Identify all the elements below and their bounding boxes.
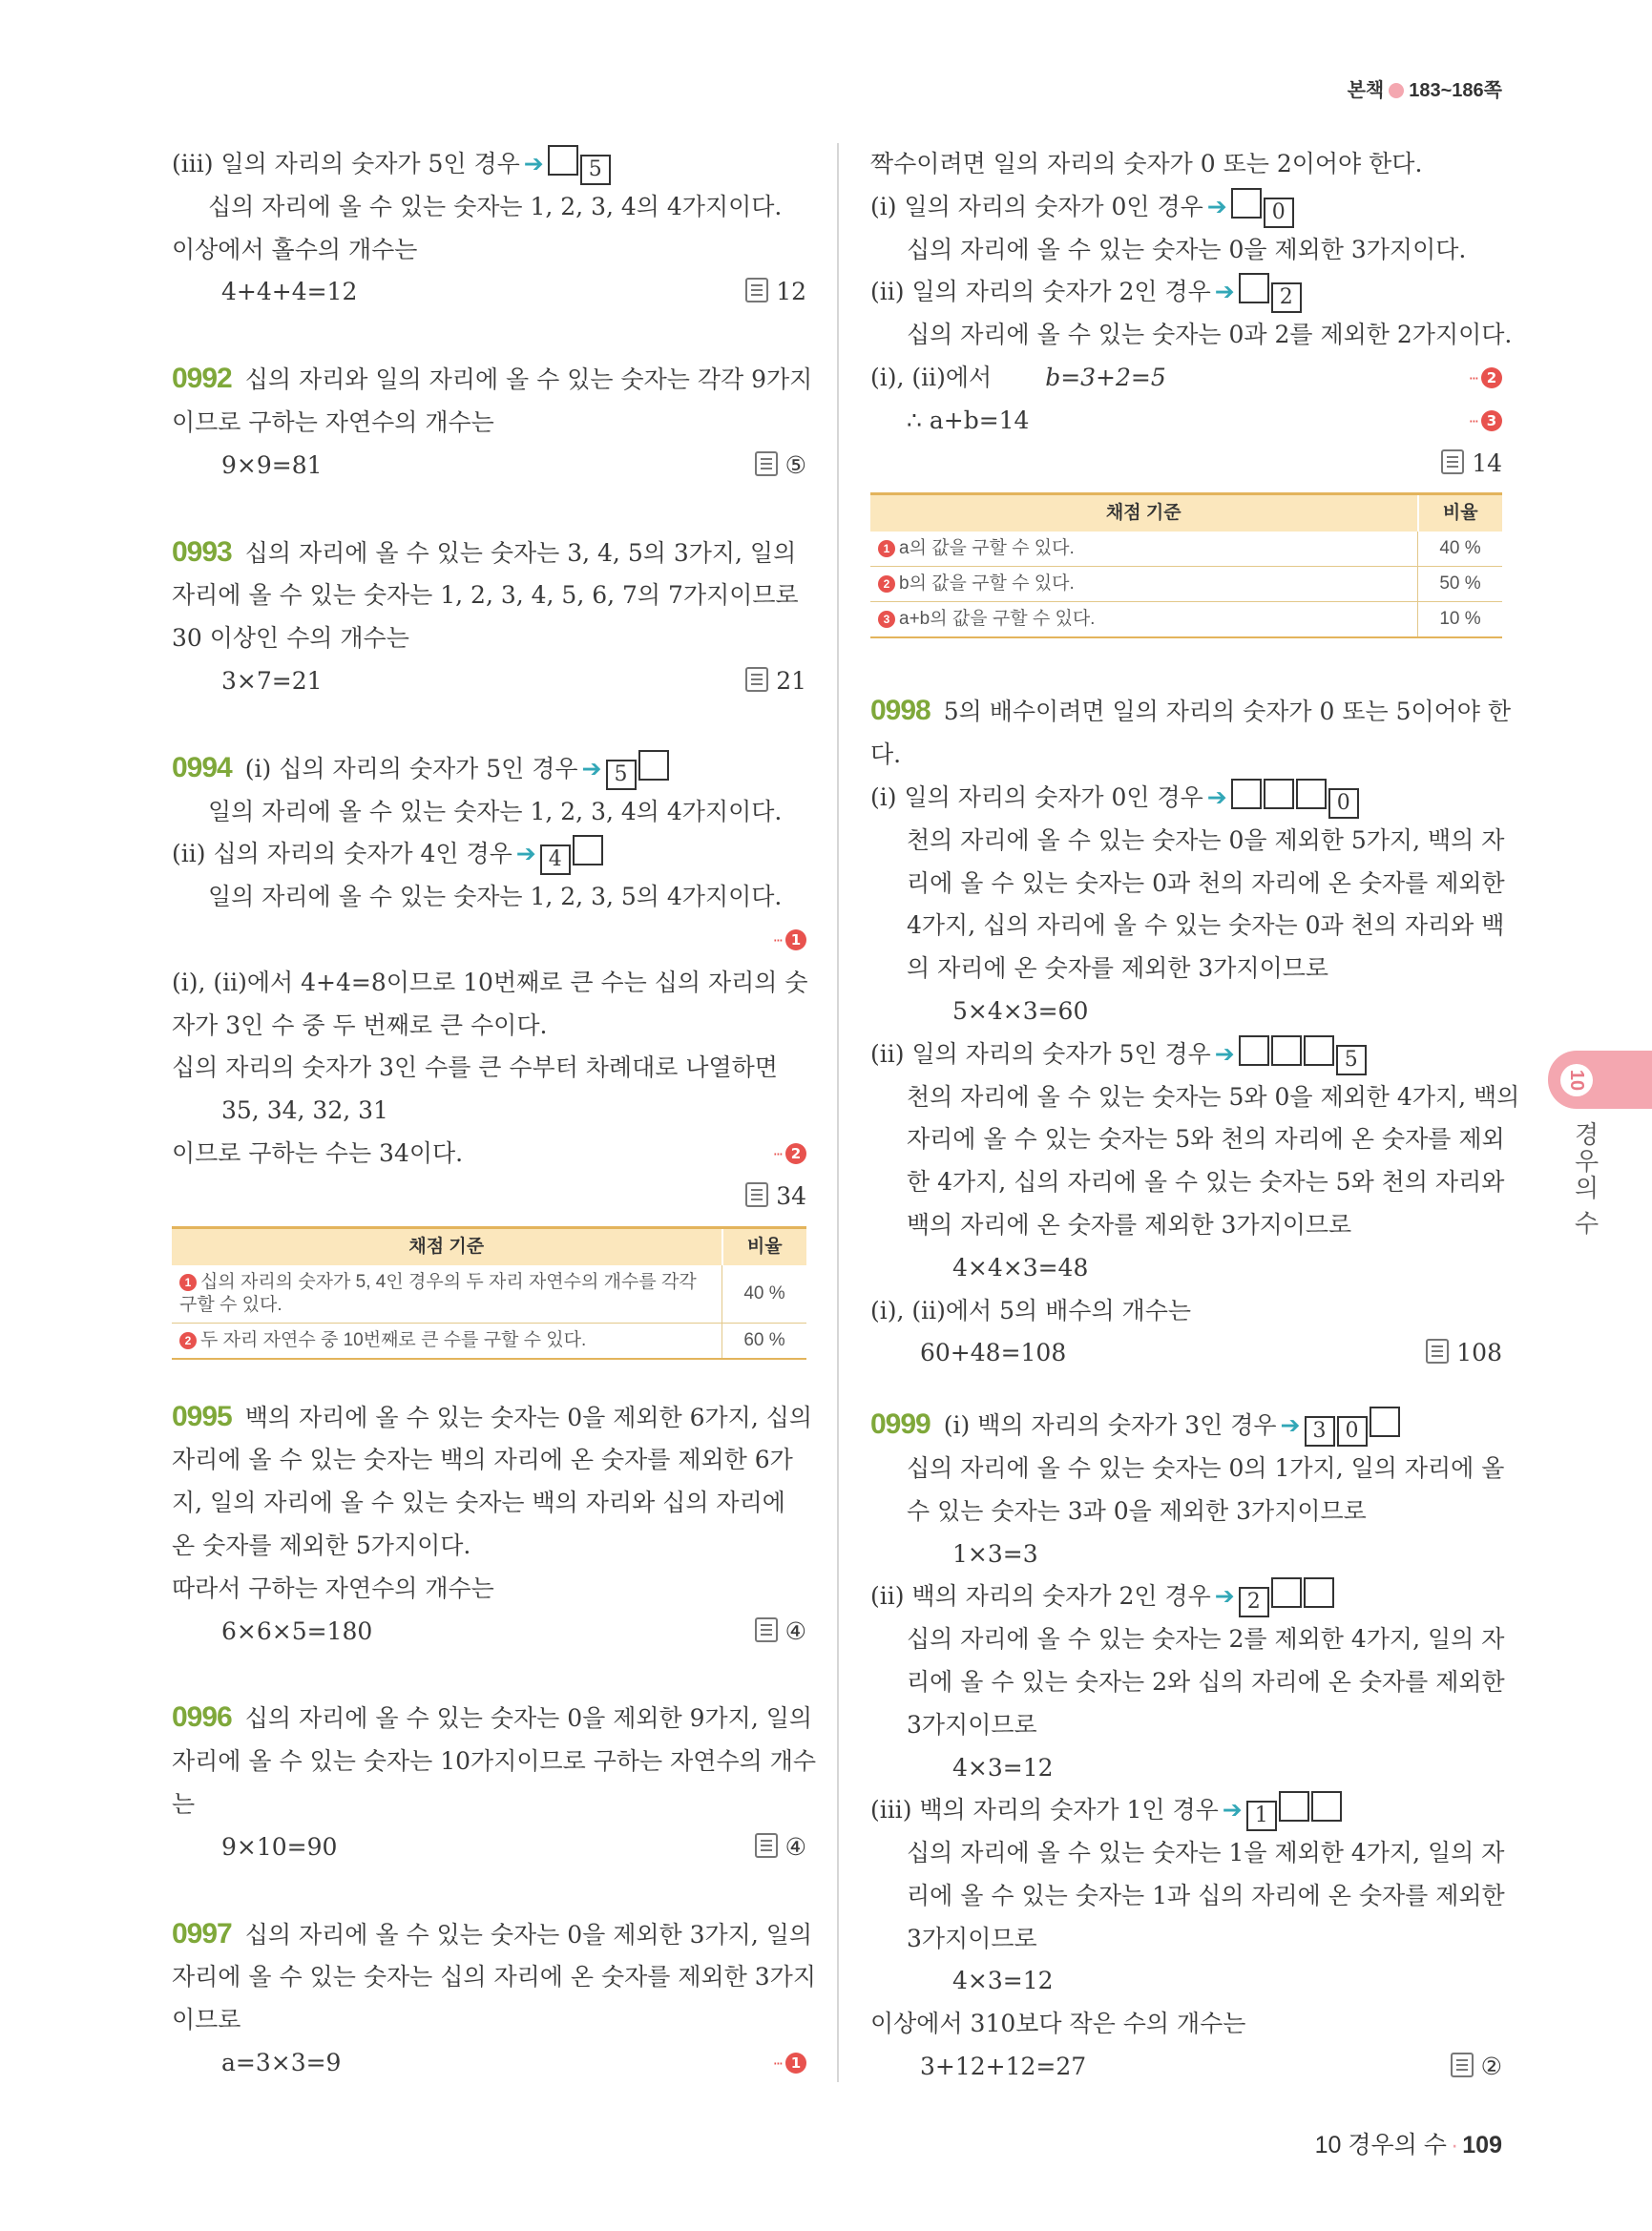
problem-number: 0996: [172, 1701, 232, 1734]
equation-line: [172, 660, 806, 703]
footer-chapter: 10 경우의 수: [1314, 2132, 1447, 2158]
text-line: 수 있는 숫자는 3과 0을 제외한 3가지이므로: [907, 1496, 1367, 1525]
column-divider: [837, 143, 839, 2082]
case-line: (ⅱ) 백의 자리의 숫자가 2인 경우 ➔ 2: [870, 1575, 1502, 1618]
text-line: (ⅰ), (ⅱ)에서 b=3+2=5 ··· 2: [870, 357, 1502, 400]
text-line: 35, 34, 32, 31: [221, 1096, 388, 1125]
text-line: 천의 자리에 올 수 있는 숫자는 5와 0을 제외한 4가지, 백의: [907, 1082, 1520, 1111]
problem-number: 0994: [172, 751, 232, 783]
answer-icon: [745, 278, 768, 302]
digit-box: 0: [1337, 1416, 1368, 1447]
digit-box: [548, 145, 578, 176]
equation: 4+4+4=12: [221, 278, 358, 306]
answer-icon: [745, 667, 768, 692]
table-row: 2 두 자리 자연수 중 10번째로 큰 수를 구할 수 있다. 60 %: [172, 1323, 806, 1359]
text-line: 십의 자리에 올 수 있는 숫자는 0의 1가지, 일의 자리에 올: [907, 1453, 1505, 1482]
answer-icon: [1426, 1339, 1449, 1364]
equation-line: 4×4×3=48: [952, 1253, 1089, 1282]
digit-box: [1311, 1791, 1342, 1822]
answer: ④: [755, 1611, 806, 1654]
table-row: 3 a+b의 값을 구할 수 있다. 10 %: [870, 602, 1502, 638]
page-range: 183~186쪽: [1409, 80, 1502, 101]
digit-box: [1264, 779, 1294, 809]
digit-box: 5: [1336, 1045, 1367, 1075]
text-line: 4가지, 십의 자리에 올 수 있는 숫자는 0과 천의 자리와 백: [907, 911, 1505, 940]
equation: 9×10=90: [221, 1832, 338, 1861]
digit-box: [1304, 1577, 1334, 1608]
digit-box: [1279, 1791, 1309, 1822]
text-line: 의 자리에 온 숫자를 제외한 3가지이므로: [907, 954, 1329, 983]
digit-box: [1304, 1035, 1334, 1066]
text-line: 일의 자리에 올 수 있는 숫자는 1, 2, 3, 5의 4가지이다.: [208, 883, 783, 911]
text-line: 3가지이므로: [907, 1924, 1037, 1952]
equation-line: 4×3=12: [952, 1967, 1054, 1995]
problem-number: 0993: [172, 535, 232, 568]
grading-table: [172, 1226, 806, 1360]
table-row: 1 십의 자리의 숫자가 5, 4인 경우의 두 자리 자연수의 개수를 각각 구할 수 있다. 40 %: [172, 1265, 806, 1324]
equation: 6×6×5=180: [221, 1616, 373, 1645]
text-line: 리에 올 수 있는 숫자는 0과 천의 자리에 온 숫자를 제외한: [907, 868, 1505, 897]
digit-box: 1: [1246, 1801, 1277, 1831]
text-line: 따라서 구하는 자연수의 개수는: [172, 1574, 494, 1602]
step-marker: ··· 2: [773, 1133, 806, 1177]
answer: 12: [745, 271, 806, 314]
text-line: 한 4가지, 십의 자리에 올 수 있는 숫자는 5와 천의 자리와: [907, 1168, 1505, 1197]
page-footer: 10 경우의 수 · 109: [1314, 2132, 1502, 2158]
digit-box: 5: [580, 155, 611, 185]
answer-icon: [1451, 2053, 1474, 2077]
case-line: (ⅲ) 백의 자리의 숫자가 1인 경우 ➔ 1: [870, 1789, 1502, 1832]
text-line: 십의 자리의 숫자가 3인 수를 큰 수부터 차례대로 나열하면: [172, 1053, 778, 1082]
arrow-icon: ➔: [1214, 1582, 1235, 1611]
problem-number: 0998: [870, 695, 931, 727]
case-line: (ⅱ) 일의 자리의 숫자가 5인 경우 ➔ 5: [870, 1033, 1502, 1076]
text-line: 짝수이려면 일의 자리의 숫자가 0 또는 2이어야 한다.: [870, 150, 1423, 177]
book-label: 본책: [1347, 80, 1385, 101]
answer-line: [870, 443, 1502, 486]
problem-number: 0999: [870, 1408, 931, 1441]
text-line: 이므로 구하는 수는 34이다. ··· 2: [172, 1133, 806, 1176]
step-line: [172, 919, 806, 962]
case-line: [172, 143, 806, 186]
left-column: [172, 143, 816, 2085]
text-line: 지, 일의 자리에 올 수 있는 숫자는 백의 자리와 십의 자리에: [172, 1489, 785, 1517]
arrow-icon: ➔: [1214, 278, 1235, 306]
problem-0995: 0995 백의 자리에 올 수 있는 숫자는 0을 제외한 6가지, 십의: [172, 1400, 813, 1432]
arrow-icon: ➔: [523, 150, 544, 177]
problem-0996: 0996 십의 자리에 올 수 있는 숫자는 0을 제외한 9가지, 일의: [172, 1701, 813, 1734]
digit-box: 5: [606, 760, 637, 790]
table-header: 채점 기준: [870, 494, 1418, 532]
answer-line: [172, 1176, 806, 1219]
arrow-icon: ➔: [1206, 192, 1227, 220]
digit-box: [1231, 188, 1262, 219]
answer: 108: [1426, 1332, 1502, 1375]
digit-box: [1296, 779, 1327, 809]
digit-box: 2: [1239, 1587, 1269, 1617]
arrow-icon: ➔: [1214, 1039, 1235, 1068]
answer: ④: [755, 1826, 806, 1869]
case-line: (ⅰ) 일의 자리의 숫자가 0인 경우 ➔ 0: [870, 186, 1502, 229]
chapter-side-label: 경우의 수: [1571, 1121, 1600, 1238]
digit-box: [1239, 1035, 1269, 1066]
equation: a=3×3=9: [221, 2048, 342, 2076]
bullet-icon: [1389, 83, 1404, 98]
step-marker: ··· 2: [1469, 357, 1502, 401]
equation-line: [172, 445, 806, 488]
digit-box: 3: [1305, 1416, 1335, 1447]
text-line: 자리에 올 수 있는 숫자는 10가지이므로 구하는 자연수의 개수: [172, 1747, 816, 1776]
answer-icon: [755, 1833, 778, 1858]
right-column: [870, 143, 1520, 2089]
text-line: 일의 자리에 올 수 있는 숫자는 1, 2, 3, 4의 4가지이다.: [208, 797, 783, 825]
table-header: 비율: [722, 1227, 807, 1265]
text-line: 온 숫자를 제외한 5가지이다.: [172, 1531, 471, 1559]
text-line: 이므로: [172, 2006, 241, 2034]
text-line: 자리에 올 수 있는 숫자는 1, 2, 3, 4, 5, 6, 7의 7가지이므로: [172, 581, 799, 610]
text-line: 십의 자리에 올 수 있는 숫자는 1을 제외한 4가지, 일의 자: [907, 1839, 1505, 1867]
problem-0994: 0994 (ⅰ) 십의 자리의 숫자가 5인 경우 ➔ 5: [172, 747, 806, 791]
case-label: (ⅲ) 일의 자리의 숫자가 5인 경우: [172, 150, 520, 177]
answer: 14: [1441, 443, 1502, 486]
digit-box: [638, 750, 669, 781]
equation: 60+48=108: [920, 1339, 1067, 1367]
answer-icon: [745, 1182, 768, 1207]
text-line: 는: [172, 1789, 196, 1818]
text-line: 30 이상인 수의 개수는: [172, 624, 409, 653]
text-line: 십의 자리에 올 수 있는 숫자는 0을 제외한 3가지이다.: [907, 235, 1467, 263]
digit-box: [1271, 1035, 1302, 1066]
arrow-icon: ➔: [1206, 782, 1227, 811]
answer: 21: [745, 660, 806, 703]
equation: 9×9=81: [221, 450, 323, 479]
text-line: 십의 자리에 올 수 있는 숫자는 2를 제외한 4가지, 일의 자: [907, 1625, 1505, 1654]
equation-line: [172, 1611, 806, 1654]
case-line: (ⅰ) 일의 자리의 숫자가 0인 경우 ➔ 0: [870, 777, 1502, 820]
digit-box: 2: [1271, 282, 1302, 313]
equation-line: 1×3=3: [952, 1539, 1038, 1568]
text-line: 백의 자리에 온 숫자를 제외한 3가지이므로: [907, 1210, 1352, 1239]
chapter-number: 10: [1560, 1064, 1593, 1096]
problem-number: 0997: [172, 1917, 232, 1950]
case-line: (ⅱ) 일의 자리의 숫자가 2인 경우 ➔ 2: [870, 271, 1502, 314]
text-line: 천의 자리에 올 수 있는 숫자는 0을 제외한 5가지, 백의 자: [907, 825, 1505, 854]
digit-box: 0: [1328, 788, 1359, 819]
digit-box: [1271, 1577, 1302, 1608]
text-line: 자리에 올 수 있는 숫자는 5와 천의 자리에 온 숫자를 제외: [907, 1125, 1505, 1154]
problem-0997: 0997 십의 자리에 올 수 있는 숫자는 0을 제외한 3가지, 일의: [172, 1917, 813, 1950]
arrow-icon: ➔: [515, 840, 536, 868]
equation: 3×7=21: [221, 666, 323, 695]
text-line: 자리에 올 수 있는 숫자는 십의 자리에 온 숫자를 제외한 3가지: [172, 1963, 816, 1991]
chapter-tab[interactable]: [1548, 1051, 1652, 1109]
answer: ⑤: [755, 445, 806, 488]
problem-number: 0995: [172, 1400, 232, 1432]
text-line: ∴ a+b=14 ··· 3: [870, 400, 1502, 443]
equation-line: 5×4×3=60: [952, 996, 1089, 1025]
text-line: 리에 올 수 있는 숫자는 1과 십의 자리에 온 숫자를 제외한: [907, 1881, 1505, 1909]
text-line: 십의 자리에 올 수 있는 숫자는 0과 2를 제외한 2가지이다.: [907, 321, 1513, 349]
text-line: 이므로 구하는 자연수의 개수는: [172, 407, 494, 436]
table-header: 비율: [1418, 494, 1503, 532]
text-line: (ⅰ), (ⅱ)에서 4+4=8이므로 10번째로 큰 수는 십의 자리의 숫: [172, 968, 808, 996]
text-line: 자리에 올 수 있는 숫자는 백의 자리에 온 숫자를 제외한 6가: [172, 1446, 793, 1474]
page-number: 109: [1462, 2132, 1502, 2158]
problem-0999: 0999 (ⅰ) 백의 자리의 숫자가 3인 경우 ➔ 3 0: [870, 1404, 1502, 1448]
table-row: 1 a의 값을 구할 수 있다. 40 %: [870, 532, 1502, 567]
digit-box: [573, 835, 603, 865]
problem-0993: 0993 십의 자리에 올 수 있는 숫자는 3, 4, 5의 3가지, 일의: [172, 535, 797, 568]
step-marker: ··· 1: [773, 2042, 806, 2086]
answer-icon: [755, 451, 778, 476]
equation-line: 4×3=12: [952, 1753, 1054, 1782]
arrow-icon: ➔: [1280, 1411, 1301, 1440]
equation-line: [172, 1826, 806, 1869]
digit-box: [1370, 1407, 1400, 1437]
arrow-icon: ➔: [1222, 1796, 1243, 1824]
equation-line: [172, 2042, 806, 2085]
digit-box: 4: [540, 844, 571, 875]
problem-number: 0992: [172, 363, 232, 395]
digit-box: 0: [1264, 198, 1294, 228]
text-line: 다.: [870, 740, 902, 769]
text-line: 리에 올 수 있는 숫자는 2와 십의 자리에 온 숫자를 제외한: [907, 1667, 1505, 1696]
text-line: (ⅰ), (ⅱ)에서 5의 배수의 개수는: [870, 1296, 1191, 1324]
arrow-icon: ➔: [581, 754, 602, 782]
answer: 34: [745, 1176, 806, 1219]
grading-table: [870, 492, 1502, 638]
equation: 3+12+12=27: [920, 2053, 1087, 2081]
answer-icon: [755, 1617, 778, 1642]
step-marker: ··· 1: [773, 919, 806, 963]
text-line: 3가지이므로: [907, 1710, 1037, 1739]
text-line: 이상에서 310보다 작은 수의 개수는: [870, 2010, 1246, 2038]
text-line: 자가 3인 수 중 두 번째로 큰 수이다.: [172, 1011, 548, 1039]
equation-line: [870, 2046, 1502, 2089]
text-line: 십의 자리에 올 수 있는 숫자는 1, 2, 3, 4의 4가지이다.: [208, 192, 783, 220]
answer-icon: [1441, 449, 1464, 474]
equation-line: [172, 271, 806, 314]
digit-box: [1231, 779, 1262, 809]
problem-0992: 0992 십의 자리와 일의 자리에 올 수 있는 숫자는 각각 9가지: [172, 363, 813, 395]
table-row: 2 b의 값을 구할 수 있다. 50 %: [870, 567, 1502, 602]
page-reference: [1348, 74, 1502, 102]
answer: ②: [1451, 2046, 1502, 2089]
text-line: 이상에서 홀수의 개수는: [172, 235, 418, 263]
problem-0998: 0998 5의 배수이려면 일의 자리의 숫자가 0 또는 5이어야 한: [870, 695, 1512, 727]
case-line: (ⅱ) 십의 자리의 숫자가 4인 경우 ➔ 4: [172, 833, 806, 876]
table-header: 채점 기준: [172, 1227, 722, 1265]
step-marker: ··· 3: [1469, 400, 1502, 444]
digit-box: [1239, 273, 1269, 303]
equation-line: [870, 1332, 1502, 1375]
